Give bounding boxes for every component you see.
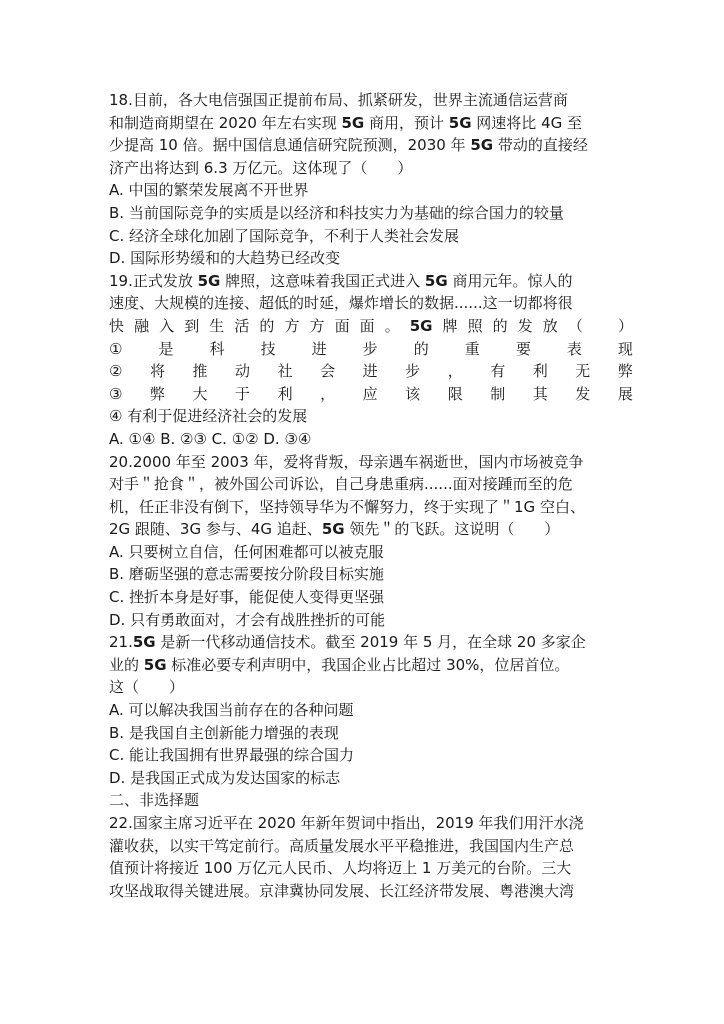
- justified-token: 应: [362, 384, 378, 403]
- justified-token: 重: [464, 339, 480, 358]
- question-text-line: 19.正式发放 5G 牌照，这意味着我国正式进入 5G 商用元年。惊人的: [109, 271, 573, 290]
- statement-3: [109, 383, 633, 406]
- justified-token: 推: [192, 362, 208, 381]
- justified-token: 快: [109, 316, 125, 335]
- question-text-line: 攻坚战取得关键进展。京津冀协同发展、长江经济带发展、粤港澳大湾: [109, 881, 575, 900]
- option-a: A. 中国的繁荣发展离不开世界: [109, 181, 309, 200]
- justified-token: ，: [320, 384, 336, 403]
- justified-token: 面: [334, 316, 350, 335]
- justified-token: ①: [109, 339, 123, 358]
- justified-token: 弊: [149, 384, 165, 403]
- justified-token: 进: [362, 362, 378, 381]
- justified-token: 有: [490, 362, 506, 381]
- question-text-line: 济产出将达到 6.3 万亿元。这体现了（ ）: [109, 158, 413, 177]
- justified-token: 的: [413, 339, 429, 358]
- justified-token: 利: [277, 384, 293, 403]
- justified-token: 其: [532, 384, 548, 403]
- option-d: D. 是我国正式成为发达国家的标志: [109, 768, 341, 787]
- justified-token: 技: [260, 339, 276, 358]
- justified-token: 社: [277, 362, 293, 381]
- justified-token: 生: [209, 316, 225, 335]
- justified-token: 到: [184, 316, 200, 335]
- justified-token: 展: [617, 384, 633, 403]
- justified-token: 。: [384, 316, 400, 335]
- question-text-line: 22.国家主席习近平在 2020 年新年贺词中指出，2019 年我们用汗水浇: [109, 814, 584, 832]
- justified-token: 现: [617, 339, 633, 358]
- justified-token: 牌: [442, 316, 458, 335]
- justified-token: 面: [359, 316, 375, 335]
- answer-options: A. ①④ B. ②③ C. ①② D. ③④: [109, 429, 312, 448]
- justified-token: 方: [284, 316, 300, 335]
- statement-4: ④ 有利于促进经济社会的发展: [109, 407, 308, 426]
- question-text-line: 值预计将接近 100 万亿元人民币、人均将迈上 1 万美元的台阶。三大: [109, 859, 572, 878]
- section-title: 二、非选择题: [109, 791, 200, 810]
- option-a: A. 只要树立自信，任何困难都可以被克服: [109, 542, 384, 561]
- question-text-line: 速度、大规模的连接、超低的时延，爆炸增长的数据......这一切都将很: [109, 294, 573, 313]
- question-text-line: 和制造商期望在 2020 年左右实现 5G 商用，预计 5G 网速将比 4G 至: [109, 113, 583, 132]
- justified-token: 于: [235, 384, 251, 403]
- justified-token: 5G: [409, 316, 433, 335]
- question-21: [109, 631, 633, 789]
- question-text-line: 20.2000 年至 2003 年，爱将背叛，母亲遇车祸逝世，国内市场被竞争: [109, 452, 584, 471]
- justified-token: 步: [405, 362, 421, 381]
- question-20: [109, 451, 633, 632]
- question-text-line: 这（ ）: [109, 678, 185, 697]
- justified-token: ）: [617, 316, 633, 335]
- justified-token: 的: [259, 316, 275, 335]
- statement-1: [109, 338, 633, 361]
- justified-token: 要: [515, 339, 531, 358]
- question-18: [109, 89, 633, 270]
- option-b: B. 磨砺坚强的意志需要按分阶段目标实施: [109, 565, 384, 584]
- justified-token: 活: [234, 316, 250, 335]
- justified-token: 入: [159, 316, 175, 335]
- question-text-line: 灌收获，以实干笃定前行。高质量发展水平平稳推进，我国国内生产总: [109, 836, 575, 855]
- justified-token: 表: [566, 339, 582, 358]
- justified-token: 方: [309, 316, 325, 335]
- justified-token: 限: [447, 384, 463, 403]
- justified-token: ②: [109, 362, 123, 381]
- question-19: [109, 270, 633, 451]
- option-d: D. 只有勇敢面对，才会有战胜挫折的可能: [109, 610, 386, 629]
- justified-token: 步: [362, 339, 378, 358]
- question-22: [109, 812, 633, 902]
- question-text-line: 业的 5G 标准必要专利声明中，我国企业占比超过 30%，位居首位。: [109, 655, 570, 674]
- justified-token: 利: [532, 362, 548, 381]
- justified-token: 放: [542, 316, 558, 335]
- option-d: D. 国际形势缓和的大趋势已经改变: [109, 249, 341, 268]
- option-c: C. 能让我国拥有世界最强的综合国力: [109, 746, 355, 765]
- justified-token: 无: [575, 362, 591, 381]
- justified-token: （: [567, 316, 583, 335]
- question-text-line: 18.目前，各大电信强国正提前布局、抓紧研发，世界主流通信运营商: [109, 91, 568, 109]
- question-text-line: 少提高 10 倍。据中国信息通信研究院预测，2030 年 5G 带动的直接经: [109, 136, 588, 155]
- justified-token: 是: [158, 339, 174, 358]
- option-c: C. 挫折本身是好事，能促使人变得更坚强: [109, 588, 385, 607]
- justified-token: 的: [492, 316, 508, 335]
- justified-token: 该: [405, 384, 421, 403]
- question-text-justified-line: [109, 315, 633, 338]
- justified-token: 融: [134, 316, 150, 335]
- question-text-line: 对手＂抢食＂，被外国公司诉讼，自己身患重病......面对接踵而至的危: [109, 475, 573, 494]
- question-text-line: 机，任正非没有倒下，坚持领导华为不懈努力，终于实现了＂1G 空白、: [109, 497, 585, 516]
- justified-token: 照: [467, 316, 483, 335]
- justified-token: ，: [447, 362, 463, 381]
- justified-token: 发: [517, 316, 533, 335]
- document-content: [109, 89, 633, 902]
- option-c: C. 经济全球化加剧了国际竞争，不利于人类社会发展: [109, 226, 460, 245]
- option-a: A. 可以解决我国当前存在的各种问题: [109, 701, 354, 720]
- question-text-line: 2G 跟随、3G 参与、4G 追赶、5G 领先＂的飞跃。这说明（ ）: [109, 520, 560, 539]
- justified-token: 大: [192, 384, 208, 403]
- justified-token: 发: [575, 384, 591, 403]
- justified-token: 进: [311, 339, 327, 358]
- justified-token: 弊: [617, 362, 633, 381]
- option-b: B. 当前国际竞争的实质是以经济和科技实力为基础的综合国力的较量: [109, 203, 564, 222]
- justified-token: 动: [235, 362, 251, 381]
- question-text-line: 21.5G 是新一代移动通信技术。截至 2019 年 5 月，在全球 20 多家企: [109, 633, 586, 652]
- justified-token: 制: [490, 384, 506, 403]
- justified-token: 会: [320, 362, 336, 381]
- justified-token: ③: [109, 384, 123, 403]
- justified-token: 将: [149, 362, 165, 381]
- statement-2: [109, 360, 633, 383]
- justified-token: [593, 315, 608, 338]
- option-b: B. 是我国自主创新能力增强的表现: [109, 723, 339, 742]
- justified-token: 科: [209, 339, 225, 358]
